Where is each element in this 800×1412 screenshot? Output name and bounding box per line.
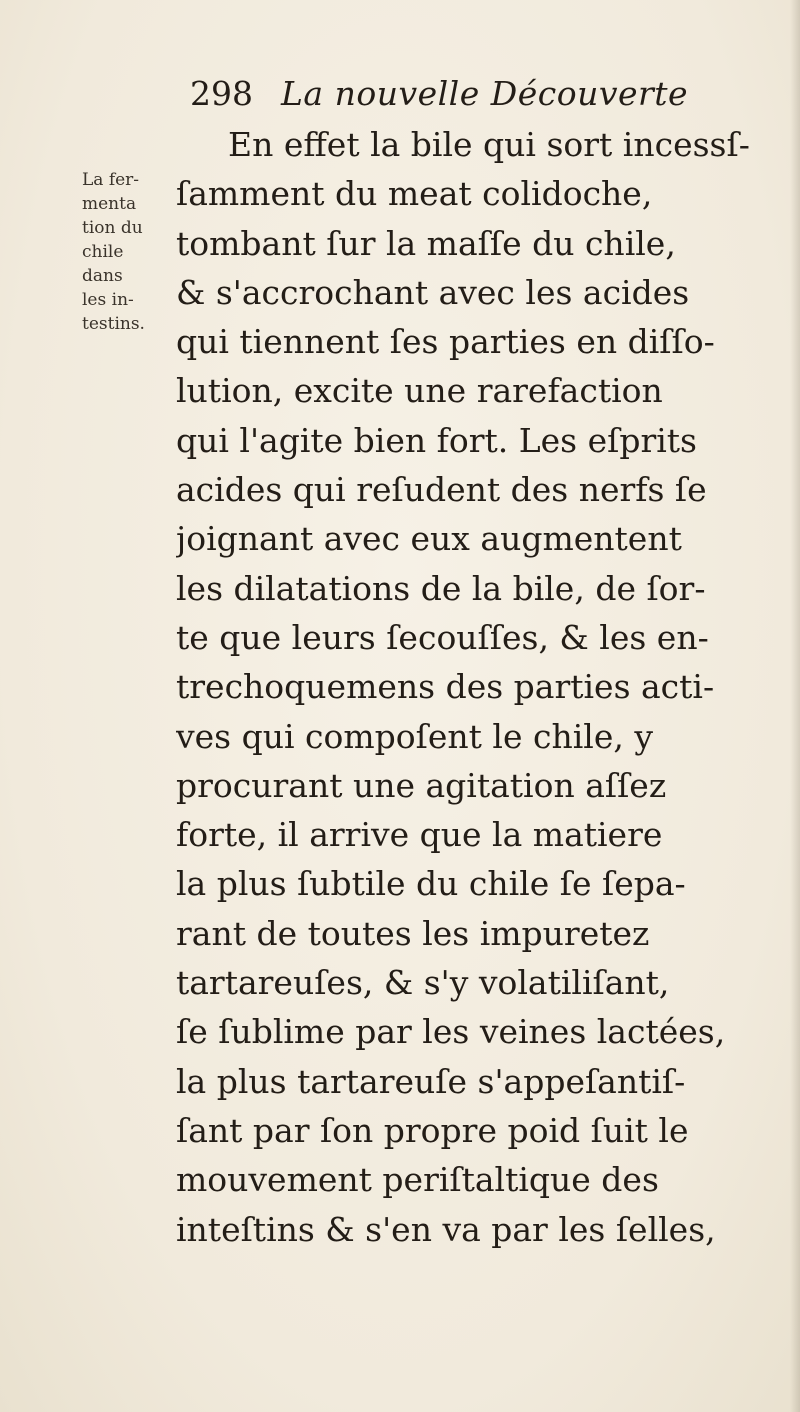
text-line: trechoquemens des parties acti- xyxy=(176,667,715,707)
text-line: la plus tartareuſe s'appeſantiſ- xyxy=(176,1061,686,1101)
text-line: forte, il arrive que la matiere xyxy=(176,815,663,855)
margin-note-line: les in- xyxy=(82,290,134,310)
text-line: qui l'agite bien fort. Les eſprits xyxy=(176,420,697,460)
margin-note-line: testins. xyxy=(82,314,145,334)
page-edge-shadow xyxy=(790,0,800,1412)
margin-note-line: La fer- xyxy=(82,170,140,190)
text-line: ſamment du meat colidoche, xyxy=(176,174,653,214)
body-text xyxy=(176,120,776,1254)
text-line: la plus ſubtile du chile ſe ſepa- xyxy=(176,864,686,904)
text-line: rant de toutes les impuretez xyxy=(176,913,650,953)
margin-note-line: tion du xyxy=(82,218,143,238)
text-line: lution, excite une rarefaction xyxy=(176,371,663,411)
text-line: tartareuſes, & s'y volatiliſant, xyxy=(176,963,670,1003)
running-title: La nouvelle Découverte xyxy=(281,74,689,113)
margin-note-line: dans xyxy=(82,266,123,286)
margin-note-line: menta xyxy=(82,194,137,214)
text-line: En effet la bile qui sort incessſ- xyxy=(228,125,750,164)
text-line: joignant avec eux augmentent xyxy=(176,519,682,559)
text-line: acides qui reſudent des nerfs ſe xyxy=(176,470,707,510)
text-line: ves qui compoſent le chile, y xyxy=(176,716,653,756)
text-line: ſe ſublime par les veines lactées, xyxy=(176,1012,726,1052)
text-line: tombant ſur la maſſe du chile, xyxy=(176,223,676,263)
margin-note-line: chile xyxy=(82,242,124,262)
text-line: procurant une agitation aſſez xyxy=(176,765,667,805)
text-line: & s'accrochant avec les acides xyxy=(176,272,690,312)
text-line: te que leurs ſecouſſes, & les en- xyxy=(176,617,709,657)
text-line: ſant par ſon propre poid ſuit le xyxy=(176,1110,689,1150)
running-head xyxy=(190,74,688,114)
text-line: qui tiennent ſes parties en diſſo- xyxy=(176,322,715,362)
text-line: mouvement periſtaltique des xyxy=(176,1160,659,1200)
page-number: 298 xyxy=(190,74,253,113)
text-line: inteſtins & s'en va par les ſelles, xyxy=(176,1209,716,1249)
text-line: les dilatations de la bile, de ſor- xyxy=(176,568,706,608)
margin-note xyxy=(82,168,174,336)
